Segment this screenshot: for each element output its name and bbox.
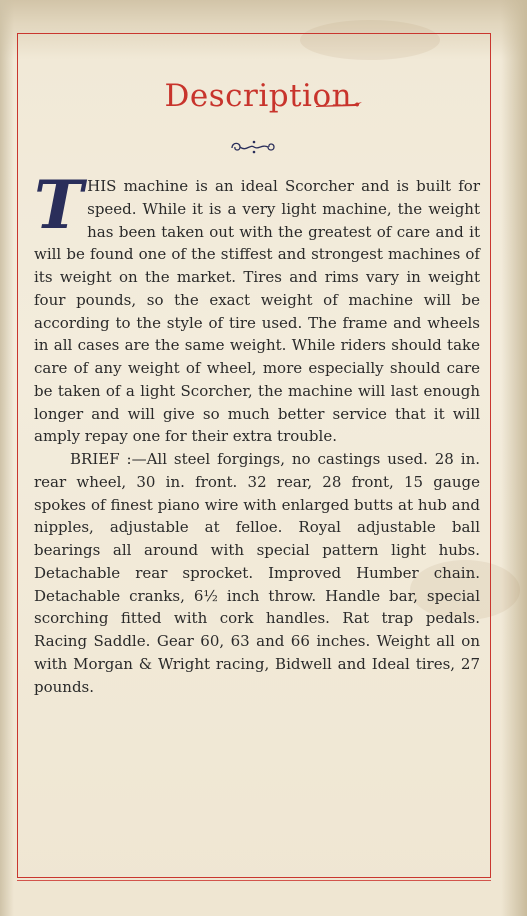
brief-paragraph (34, 448, 480, 698)
page-title (0, 78, 527, 114)
page-title-text: Description. (164, 78, 363, 114)
left-page-edge (0, 0, 14, 916)
description-paragraph-text: HIS machine is an ideal Scorcher and is built for speed. While it is a very light machine, the weight has been taken out with the greatest of care and it will be found one of the stiffest and strongest machines of its weight on the market. Tires and rims vary in weight four pounds, so the exact weight of machine will be according to the style of tire used. The frame and wheels in all cases are the same weight. While riders should take care of any weight of wheel, more especially should care be taken of a light Scorcher, the machine will last enough longer and will give so much better service that it will amply repay one for their extra trouble. (34, 177, 480, 446)
drop-cap-letter: T (34, 166, 84, 244)
title-flourish-icon (314, 100, 364, 110)
right-page-edge (501, 0, 527, 916)
brief-paragraph-text: BRIEF :—All steel forgings, no castings used. 28 in. rear wheel, 30 in. front. 32 rear, 28 front, 15 gauge spokes of finest piano wire with enlarged butts at hub and nipples, adjustable at felloe. Royal adjustable ball bearings all around with special pattern light hubs. Detachable rear sprocket. Improved Humber chain. Detachable cranks, 6½ inch throw. Handle bar, special scorching fitted with cork handles. Rat trap pedals. Racing Saddle. Gear 60, 63 and 66 inches. Weight all on with Morgan & Wright racing, Bidwell and Ideal tires, 27 pounds. (34, 450, 480, 696)
description-paragraph (34, 166, 480, 448)
description-body (34, 166, 480, 698)
scroll-ornament-icon (228, 138, 280, 156)
red-border-bottom-rule (17, 880, 491, 881)
